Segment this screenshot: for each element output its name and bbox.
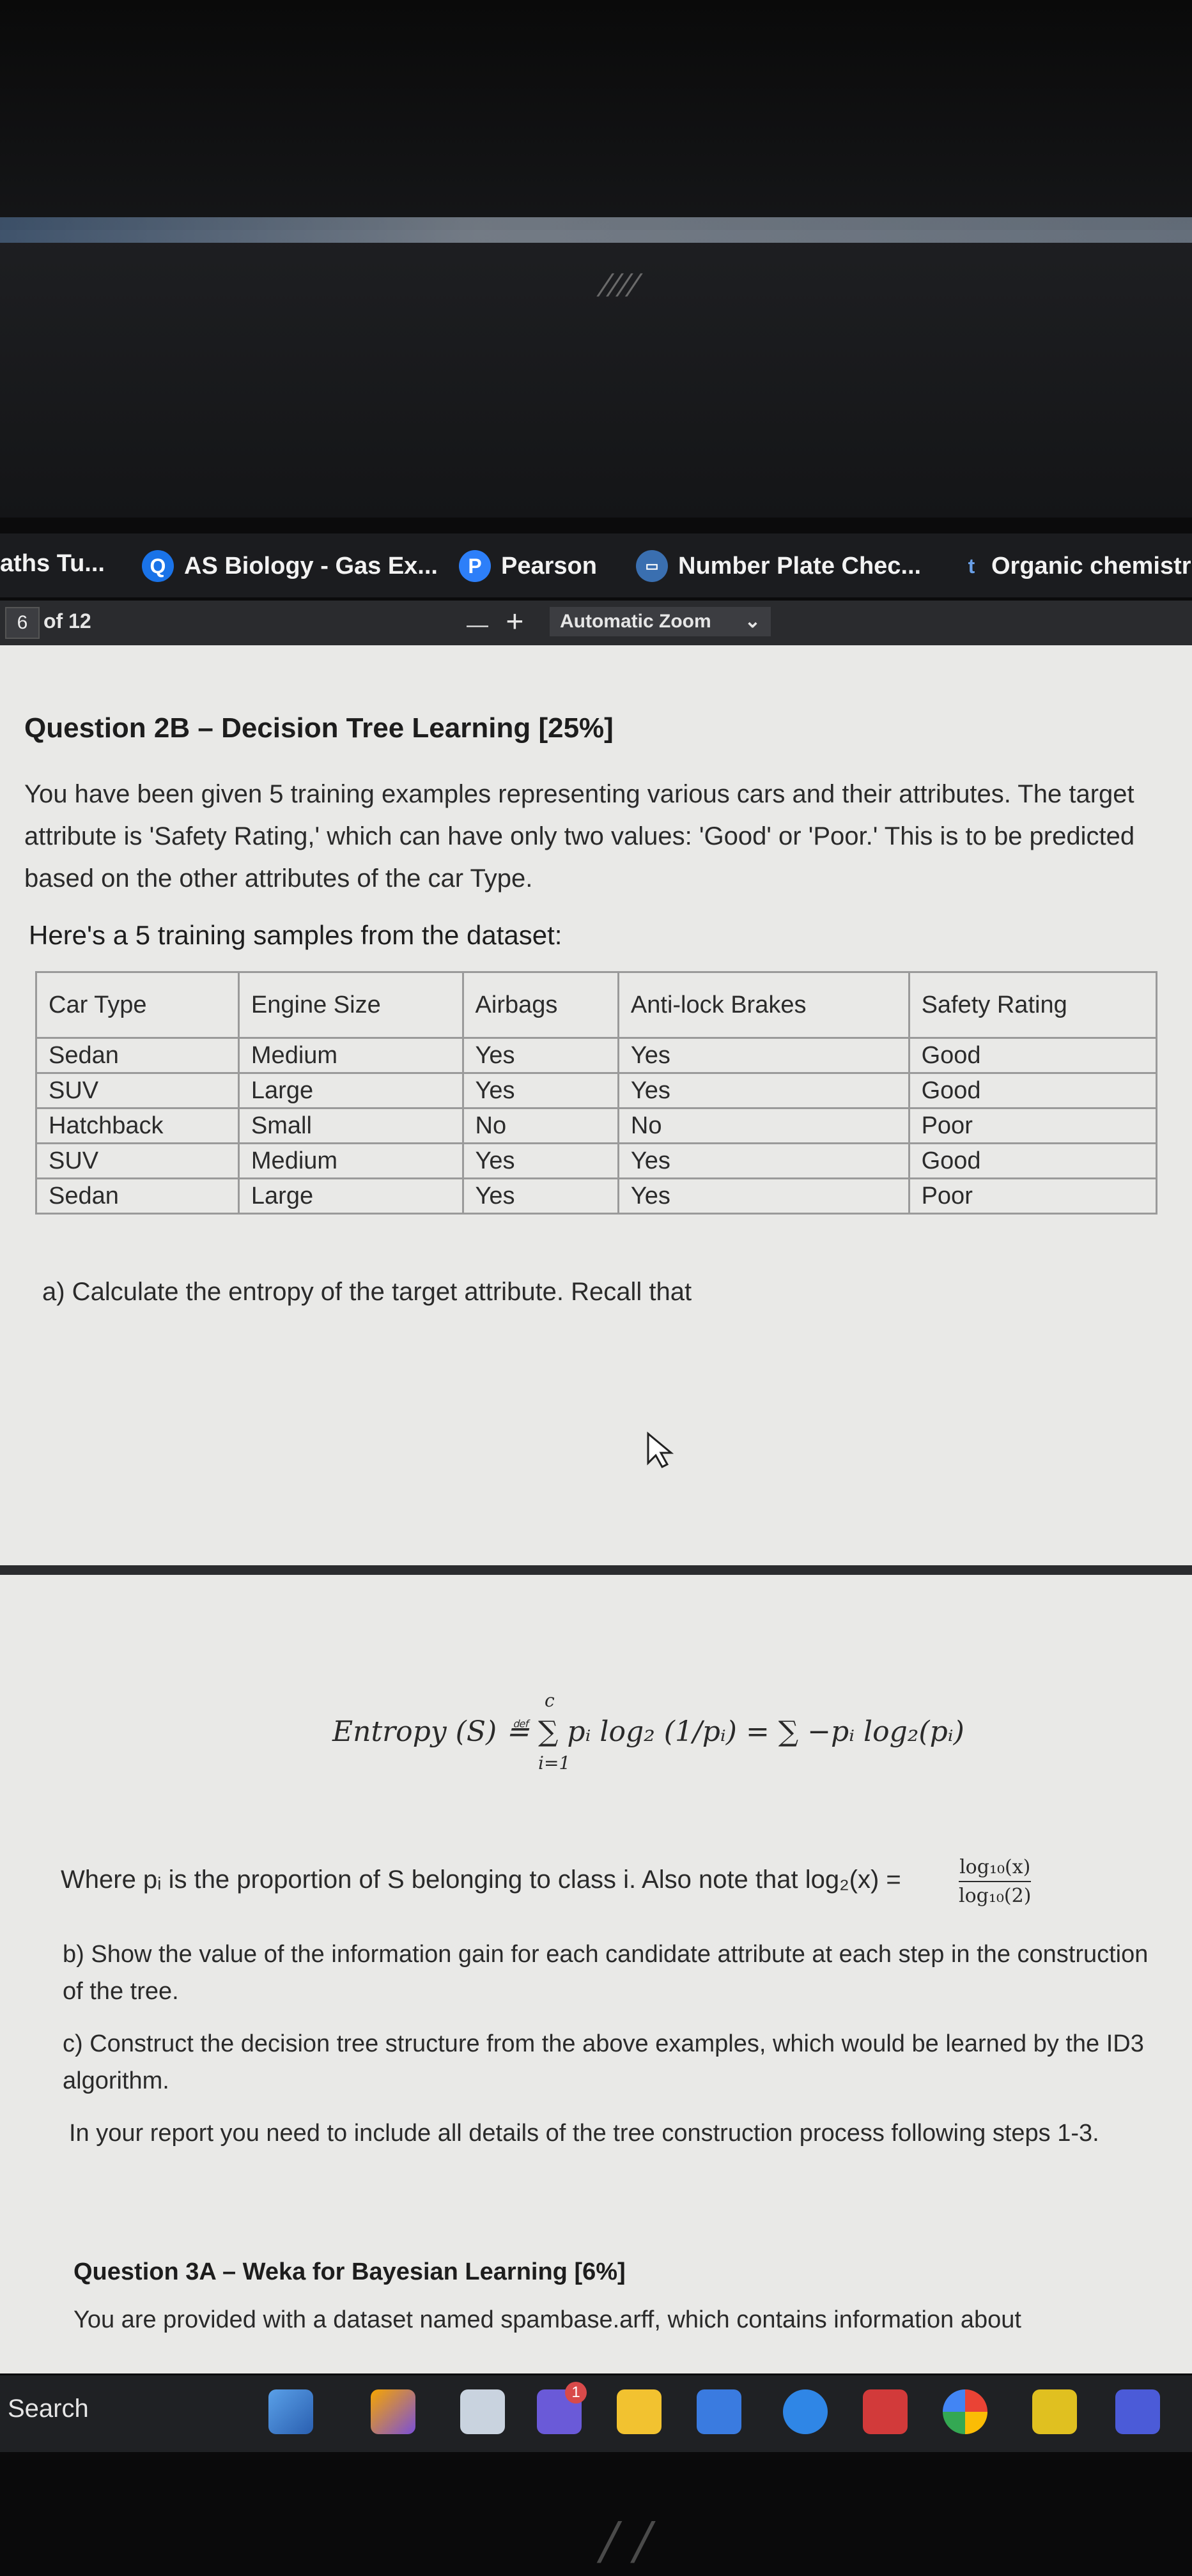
table-cell: Good — [909, 1073, 1156, 1108]
table-cell: Sedan — [36, 1038, 239, 1073]
part-a-text: a) Calculate the entropy of the target attribute. Recall that — [42, 1278, 692, 1306]
widgets-icon[interactable] — [268, 2389, 313, 2434]
bookmark-number-plate[interactable] — [636, 550, 921, 582]
chevron-down-icon: ⌄ — [744, 611, 761, 632]
table-row — [36, 1108, 1157, 1144]
table-cell: Yes — [618, 1144, 909, 1179]
mail-icon[interactable] — [863, 2389, 908, 2434]
plate-icon: ▭ — [636, 550, 668, 582]
table-cell: Yes — [618, 1179, 909, 1214]
table-cell: Sedan — [36, 1179, 239, 1214]
table-cell: Large — [238, 1179, 463, 1214]
bookmarks-bar — [0, 533, 1192, 597]
teams-chat-icon[interactable] — [537, 2384, 582, 2434]
table-cell: No — [618, 1108, 909, 1144]
entropy-formula — [332, 1690, 964, 1774]
edge-icon[interactable] — [783, 2389, 828, 2434]
table-cell: Yes — [463, 1179, 618, 1214]
screen-edge-reflection — [0, 217, 1192, 243]
table-cell: Medium — [238, 1038, 463, 1073]
notification-badge: 1 — [565, 2382, 587, 2404]
screen-bezel-top — [0, 0, 1192, 230]
table-cell: Good — [909, 1038, 1156, 1073]
table-cell: Small — [238, 1108, 463, 1144]
table-cell: Poor — [909, 1108, 1156, 1144]
table-row — [36, 1038, 1157, 1073]
part-b-text: b) Show the value of the information gain for each candidate attribute at each step in the construction of the tree. — [63, 1941, 1149, 2005]
pdf-page-7 — [0, 1575, 1192, 2373]
page-separator — [0, 1565, 1192, 1575]
bookmark-organic-chemistry[interactable] — [962, 550, 1191, 582]
question-2b-description: You have been given 5 training examples representing various cars and their attributes. The target attribute is 'Safety Rating,' which can have only two values: 'Good' or 'Poor.' This is to be predicted based on the other attributes of the car Type. — [24, 780, 1135, 893]
formula-sum-upper: c — [545, 1690, 555, 1711]
q-icon: Q — [142, 550, 174, 582]
pearson-icon: P — [459, 550, 491, 582]
col-airbags: Airbags — [463, 972, 618, 1038]
bookmark-maths-tutor[interactable] — [0, 550, 105, 578]
laptop-logo: / / — [601, 2511, 652, 2570]
table-cell: SUV — [36, 1073, 239, 1108]
file-explorer-icon[interactable] — [617, 2389, 662, 2434]
dataset-intro: Here's a 5 training samples from the dataset: — [29, 920, 562, 950]
zoom-controls — [467, 604, 523, 640]
zoom-select[interactable] — [550, 607, 771, 636]
formula-rhs: ∑ pᵢ log₂ (1/pᵢ) = ∑ −pᵢ log₂(pᵢ) — [538, 1715, 964, 1748]
col-engine-size: Engine Size — [238, 972, 463, 1038]
table-row — [36, 1144, 1157, 1179]
table-cell: SUV — [36, 1144, 239, 1179]
copilot-icon[interactable] — [371, 2389, 415, 2434]
report-note-text: In your report you need to include all details of the tree construction process following steps 1-3. — [69, 2120, 1099, 2147]
bookmark-as-biology[interactable] — [142, 550, 438, 582]
table-cell: Yes — [618, 1073, 909, 1108]
training-data-table — [35, 971, 1157, 1215]
store-icon[interactable] — [697, 2389, 741, 2434]
table-cell: Yes — [463, 1073, 618, 1108]
table-cell: Medium — [238, 1144, 463, 1179]
table-cell: Hatchback — [36, 1108, 239, 1144]
table-cell: No — [463, 1108, 618, 1144]
question-3a-title: Question 3A – Weka for Bayesian Learning [6%] — [74, 2258, 626, 2285]
bookmark-label: Pearson — [501, 552, 597, 579]
table-cell: Yes — [463, 1038, 618, 1073]
vent-mark: //// — [594, 268, 645, 301]
log-numerator: log₁₀(x) — [959, 1856, 1031, 1878]
teams-icon[interactable] — [1115, 2389, 1160, 2434]
col-safety-rating: Safety Rating — [909, 972, 1156, 1038]
col-car-type: Car Type — [36, 972, 239, 1038]
page-count: of 12 — [43, 610, 91, 632]
table-header-row — [36, 972, 1157, 1038]
zoom-select-value: Automatic Zoom — [560, 611, 711, 632]
formula-entropy-label: Entropy (S) — [332, 1715, 497, 1748]
log-denominator: log₁₀(2) — [959, 1885, 1032, 1907]
pdf-toolbar — [0, 601, 1192, 645]
log-fraction — [959, 1856, 1031, 1907]
pdf-page-6 — [0, 645, 1192, 1565]
bookmark-label: Number Plate Chec... — [678, 552, 922, 579]
chrome-icon[interactable] — [943, 2389, 987, 2434]
table-cell: Poor — [909, 1179, 1156, 1214]
question-2b-title: Question 2B – Decision Tree Learning [25%] — [24, 712, 614, 744]
bookmark-label: AS Biology - Gas Ex... — [184, 552, 438, 579]
taskbar — [0, 2375, 1192, 2452]
bookmark-pearson[interactable] — [459, 550, 597, 582]
task-view-icon[interactable] — [460, 2389, 505, 2434]
screen-bezel-bottom — [0, 2452, 1192, 2576]
search-box[interactable]: Search — [8, 2395, 89, 2423]
sticky-notes-icon[interactable] — [1032, 2389, 1077, 2434]
page-number-input[interactable]: 6 — [5, 607, 40, 639]
mouse-cursor-icon — [646, 1431, 677, 1469]
t-icon: t — [968, 554, 975, 578]
zoom-out-button[interactable]: — — [467, 613, 488, 637]
screen-glare-area — [0, 230, 1192, 518]
zoom-in-button[interactable]: + — [506, 605, 524, 639]
formula-sum-lower: i=1 — [538, 1752, 571, 1774]
table-row — [36, 1179, 1157, 1214]
formula-def-symbol: ≝ — [506, 1715, 530, 1748]
where-text: Where pᵢ is the proportion of S belonging to class i. Also note that log₂(x) = — [61, 1866, 901, 1894]
bookmark-label: aths Tu... — [0, 550, 105, 577]
table-cell: Yes — [618, 1038, 909, 1073]
table-cell: Yes — [463, 1144, 618, 1179]
part-c-text: c) Construct the decision tree structure from the above examples, which would be learned by the ID3 algorithm. — [63, 2030, 1144, 2094]
question-3a-text: You are provided with a dataset named spambase.arff, which contains information about — [74, 2306, 1021, 2333]
table-cell: Large — [238, 1073, 463, 1108]
fraction-line — [959, 1881, 1031, 1882]
bookmark-label: Organic chemistr — [991, 552, 1191, 579]
table-cell: Good — [909, 1144, 1156, 1179]
table-row — [36, 1073, 1157, 1108]
col-anti-lock-brakes: Anti-lock Brakes — [618, 972, 909, 1038]
